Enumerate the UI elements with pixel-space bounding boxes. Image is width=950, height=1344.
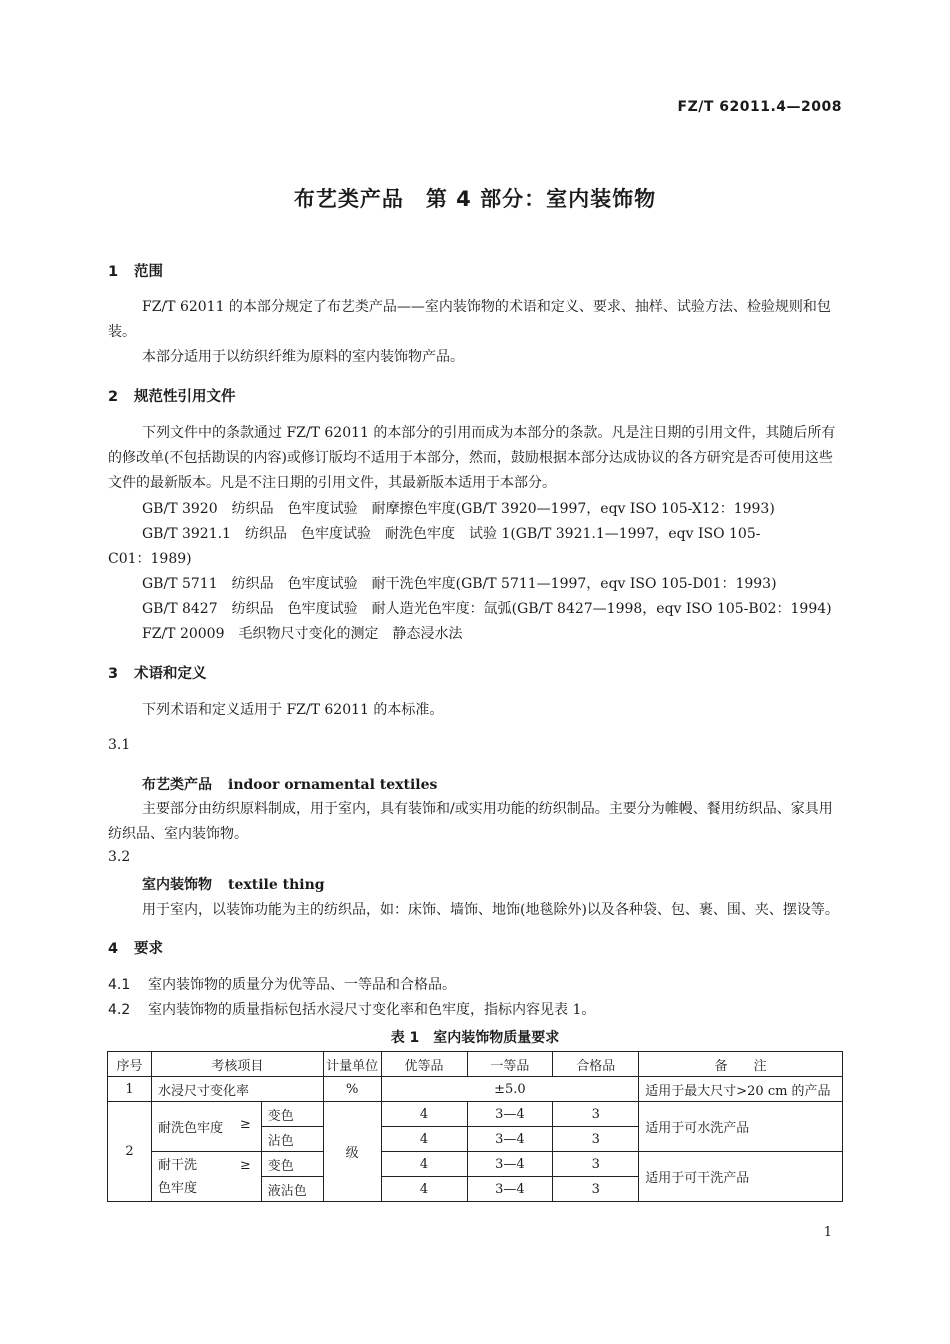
section-title: 规范性引用文件 <box>134 389 236 405</box>
reference-item: GB/T 8427 纺织品 色牢度试验 耐人造光色牢度：氙弧(GB/T 8427—1998，eqv ISO 105-B02：1994) <box>142 601 832 617</box>
clause-text: 室内装饰物的质量指标包括水浸尺寸变化率和色牢度，指标内容见表 1。 <box>148 1002 596 1018</box>
section-number: 3 <box>108 666 119 682</box>
term-title <box>142 874 325 894</box>
header-cell: 一等品 <box>467 1052 553 1077</box>
table-row <box>108 1077 843 1102</box>
reference-item: GB/T 3921.1 纺织品 色牢度试验 耐洗色牢度 试验 1(GB/T 3921.1—1997，eqv ISO 105- <box>142 526 761 542</box>
cell-grade-3: 3 <box>553 1152 639 1177</box>
section-number: 4 <box>108 941 119 957</box>
section-number: 2 <box>108 389 119 405</box>
standard-code: FZ/T 62011.4—2008 <box>677 99 842 115</box>
item-label: 耐洗色牢度 <box>157 1121 223 1136</box>
header-cell: 合格品 <box>553 1052 639 1077</box>
document-title: 布艺类产品 第 4 部分：室内装饰物 <box>293 187 657 211</box>
reference-item-continued: C01：1989) <box>108 551 192 567</box>
section-1-heading <box>108 260 163 281</box>
term-english: textile thing <box>228 877 325 893</box>
cell-grade-2: 3—4 <box>467 1127 553 1152</box>
ge-symbol: ≥ <box>239 1117 251 1132</box>
paragraph: FZ/T 62011 的本部分规定了布艺类产品——室内装饰物的术语和定义、要求、抽样、试验方法、检验规则和包装。 <box>108 299 831 340</box>
cell-sub-item: 沾色 <box>261 1127 323 1152</box>
term-number: 3.2 <box>108 849 131 865</box>
section-title: 范围 <box>134 264 163 280</box>
cell-sub-item: 液沾色 <box>261 1177 323 1202</box>
header-cell: 考核项目 <box>151 1052 323 1077</box>
clause-4-2 <box>108 999 595 1019</box>
header-cell: 序号 <box>108 1052 152 1077</box>
cell-no: 2 <box>108 1102 152 1202</box>
quality-requirements-table <box>107 1051 843 1202</box>
cell-grade-3: 3 <box>553 1177 639 1202</box>
cell-unit: % <box>323 1077 381 1102</box>
cell-value: ±5.0 <box>381 1077 639 1102</box>
paragraph: 本部分适用于以纺织纤维为原料的室内装饰物产品。 <box>142 349 464 365</box>
clause-4-1 <box>108 974 456 994</box>
item-label-line-1: 耐干洗 <box>157 1157 197 1173</box>
header-cell: 备 注 <box>639 1052 843 1077</box>
cell-grade-2: 3—4 <box>467 1102 553 1127</box>
paragraph: 下列术语和定义适用于 FZ/T 62011 的本标准。 <box>142 702 444 718</box>
section-4-heading <box>108 937 163 958</box>
header-cell: 优等品 <box>381 1052 467 1077</box>
section-3-heading <box>108 662 207 683</box>
reference-item: FZ/T 20009 毛织物尺寸变化的测定 静态浸水法 <box>142 626 463 642</box>
cell-note: 适用于可水洗产品 <box>639 1102 843 1152</box>
cell-item: 水浸尺寸变化率 <box>151 1077 323 1102</box>
table-row <box>108 1152 843 1177</box>
term-chinese: 布艺类产品 <box>142 777 212 793</box>
cell-sub-item: 变色 <box>261 1152 323 1177</box>
section-number: 1 <box>108 264 119 280</box>
cell-note: 适用于最大尺寸>20 cm 的产品 <box>639 1077 843 1102</box>
cell-unit: 级 <box>323 1102 381 1202</box>
reference-item: GB/T 5711 纺织品 色牢度试验 耐干洗色牢度(GB/T 5711—1997，eqv ISO 105-D01：1993) <box>142 576 777 592</box>
cell-note: 适用于可干洗产品 <box>639 1152 843 1202</box>
table-caption: 表 1 室内装饰物质量要求 <box>390 1030 560 1046</box>
cell-no: 1 <box>108 1077 152 1102</box>
section-2-heading <box>108 385 236 406</box>
clause-number: 4.1 <box>108 977 131 993</box>
ge-symbol: ≥ <box>239 1157 251 1173</box>
term-chinese: 室内装饰物 <box>142 877 212 893</box>
cell-grade-1: 4 <box>381 1177 467 1202</box>
clause-number: 4.2 <box>108 1002 131 1018</box>
cell-item <box>151 1152 261 1202</box>
cell-grade-1: 4 <box>381 1102 467 1127</box>
cell-item <box>151 1102 261 1152</box>
cell-grade-3: 3 <box>553 1127 639 1152</box>
cell-grade-2: 3—4 <box>467 1152 553 1177</box>
section-title: 术语和定义 <box>134 666 207 682</box>
reference-item: GB/T 3920 纺织品 色牢度试验 耐摩擦色牢度(GB/T 3920—1997，eqv ISO 105-X12：1993) <box>142 501 775 517</box>
cell-grade-1: 4 <box>381 1152 467 1177</box>
cell-grade-1: 4 <box>381 1127 467 1152</box>
term-english: indoor ornamental textiles <box>228 777 438 793</box>
term-number: 3.1 <box>108 737 131 753</box>
cell-grade-2: 3—4 <box>467 1177 553 1202</box>
term-definition: 用于室内，以装饰功能为主的纺织品，如：床饰、墙饰、地饰(地毯除外)以及各种袋、包、裹、围、夹、摆设等。 <box>142 902 839 918</box>
term-definition: 主要部分由纺织原料制成，用于室内，具有装饰和/或实用功能的纺织制品。主要分为帷幔、餐用纺织品、家具用纺织品、室内装饰物。 <box>108 801 833 842</box>
cell-grade-3: 3 <box>553 1102 639 1127</box>
cell-sub-item: 变色 <box>261 1102 323 1127</box>
item-label-line-2: 色牢度 <box>157 1180 197 1196</box>
paragraph: 下列文件中的条款通过 FZ/T 62011 的本部分的引用而成为本部分的条款。凡是注日期的引用文件，其随后所有的修改单(不包括勘误的内容)或修订版均不适用于本部分，然而，鼓励根据本部分达成协议的各方研究是否可使用这些文件的最新版本。凡是不注日期的引用文件，其最新版本适用于本部分。 <box>108 425 836 491</box>
table-row <box>108 1102 843 1127</box>
clause-text: 室内装饰物的质量分为优等品、一等品和合格品。 <box>148 977 456 993</box>
term-title <box>142 774 437 794</box>
section-title: 要求 <box>134 941 163 957</box>
page-number: 1 <box>823 1225 832 1240</box>
header-cell: 计量单位 <box>323 1052 381 1077</box>
table-header-row <box>108 1052 843 1077</box>
